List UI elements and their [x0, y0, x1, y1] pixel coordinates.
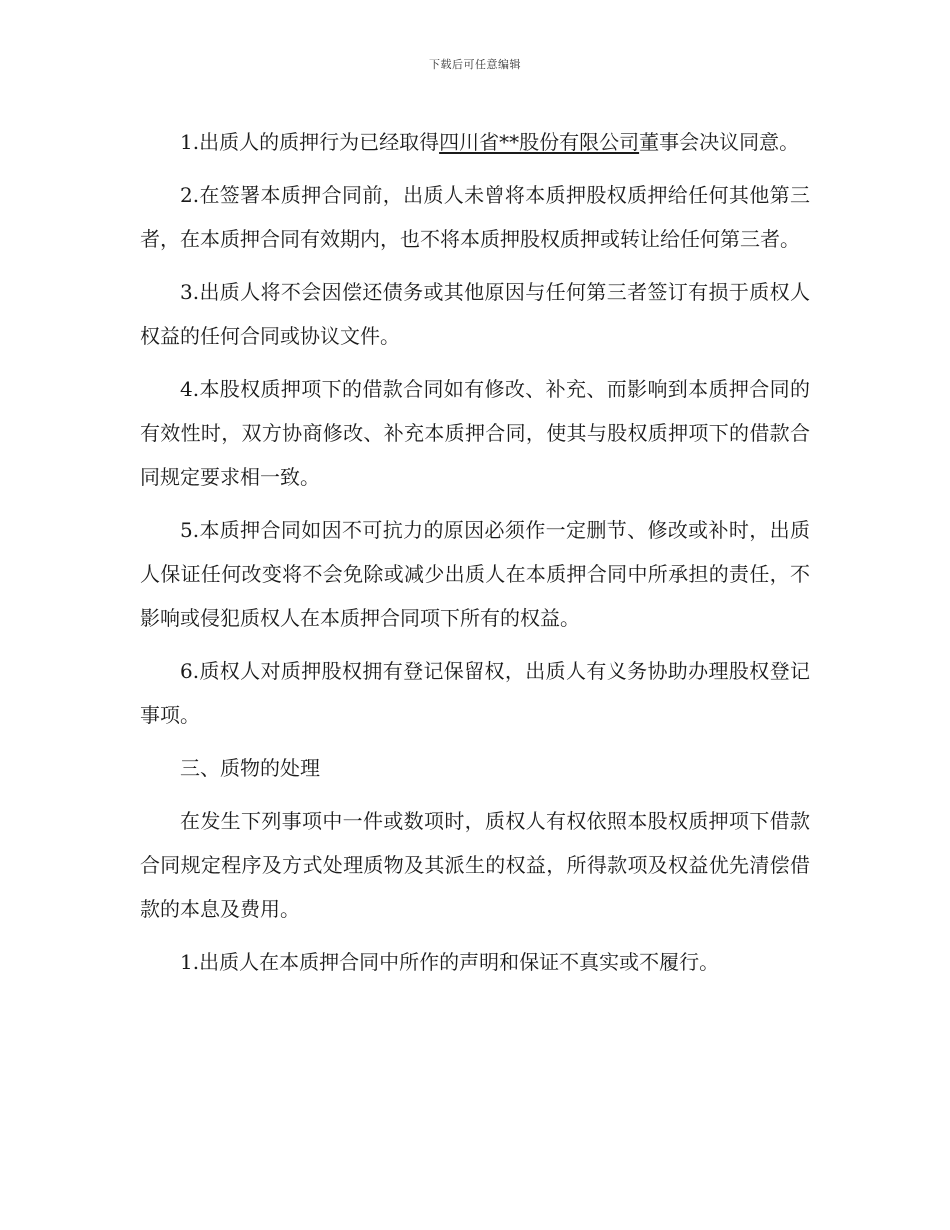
paragraph-8: 1.出质人在本质押合同中所作的声明和保证不真实或不履行。 [180, 950, 720, 974]
paragraph-6: 6.质权人对质押股权拥有登记保留权，出质人有义务协助办理股权登记事项。 [140, 659, 810, 727]
paragraph-3: 3.出质人将不会因偿还债务或其他原因与任何第三者签订有损于质权人权益的任何合同或协议文件。 [140, 280, 810, 348]
paragraph-7: 在发生下列事项中一件或数项时，质权人有权依照本股权质押项下借款合同规定程序及方式处理质物及其派生的权益，所得款项及权益优先清偿借款的本息及费用。 [140, 809, 810, 921]
paragraph-4: 4.本股权质押项下的借款合同如有修改、补充、而影响到本质押合同的有效性时，双方协商修改、补充本质押合同，使其与股权质押项下的借款合同规定要求相一致。 [140, 377, 810, 489]
page-header: 下载后可任意编辑 [429, 58, 521, 71]
paragraph-1 [140, 120, 810, 164]
document-body [140, 120, 810, 993]
paragraph-2: 2.在签署本质押合同前，出质人未曾将本质押股权质押给任何其他第三者，在本质押合同有效期内，也不将本质押股权质押或转让给任何第三者。 [140, 183, 810, 251]
paragraph-5: 5.本质押合同如因不可抗力的原因必须作一定删节、修改或补时，出质人保证任何改变将不会免除或减少出质人在本质押合同中所承担的责任，不影响或侵犯质权人在本质押合同项下所有的权益。 [140, 518, 810, 630]
section-heading: 三、质物的处理 [180, 756, 320, 780]
paragraph-text: 董事会决议同意。 [639, 130, 800, 154]
company-name: 四川省**股份有限公司 [439, 130, 640, 154]
paragraph-text: 1.出质人的质押行为已经取得 [180, 130, 440, 154]
